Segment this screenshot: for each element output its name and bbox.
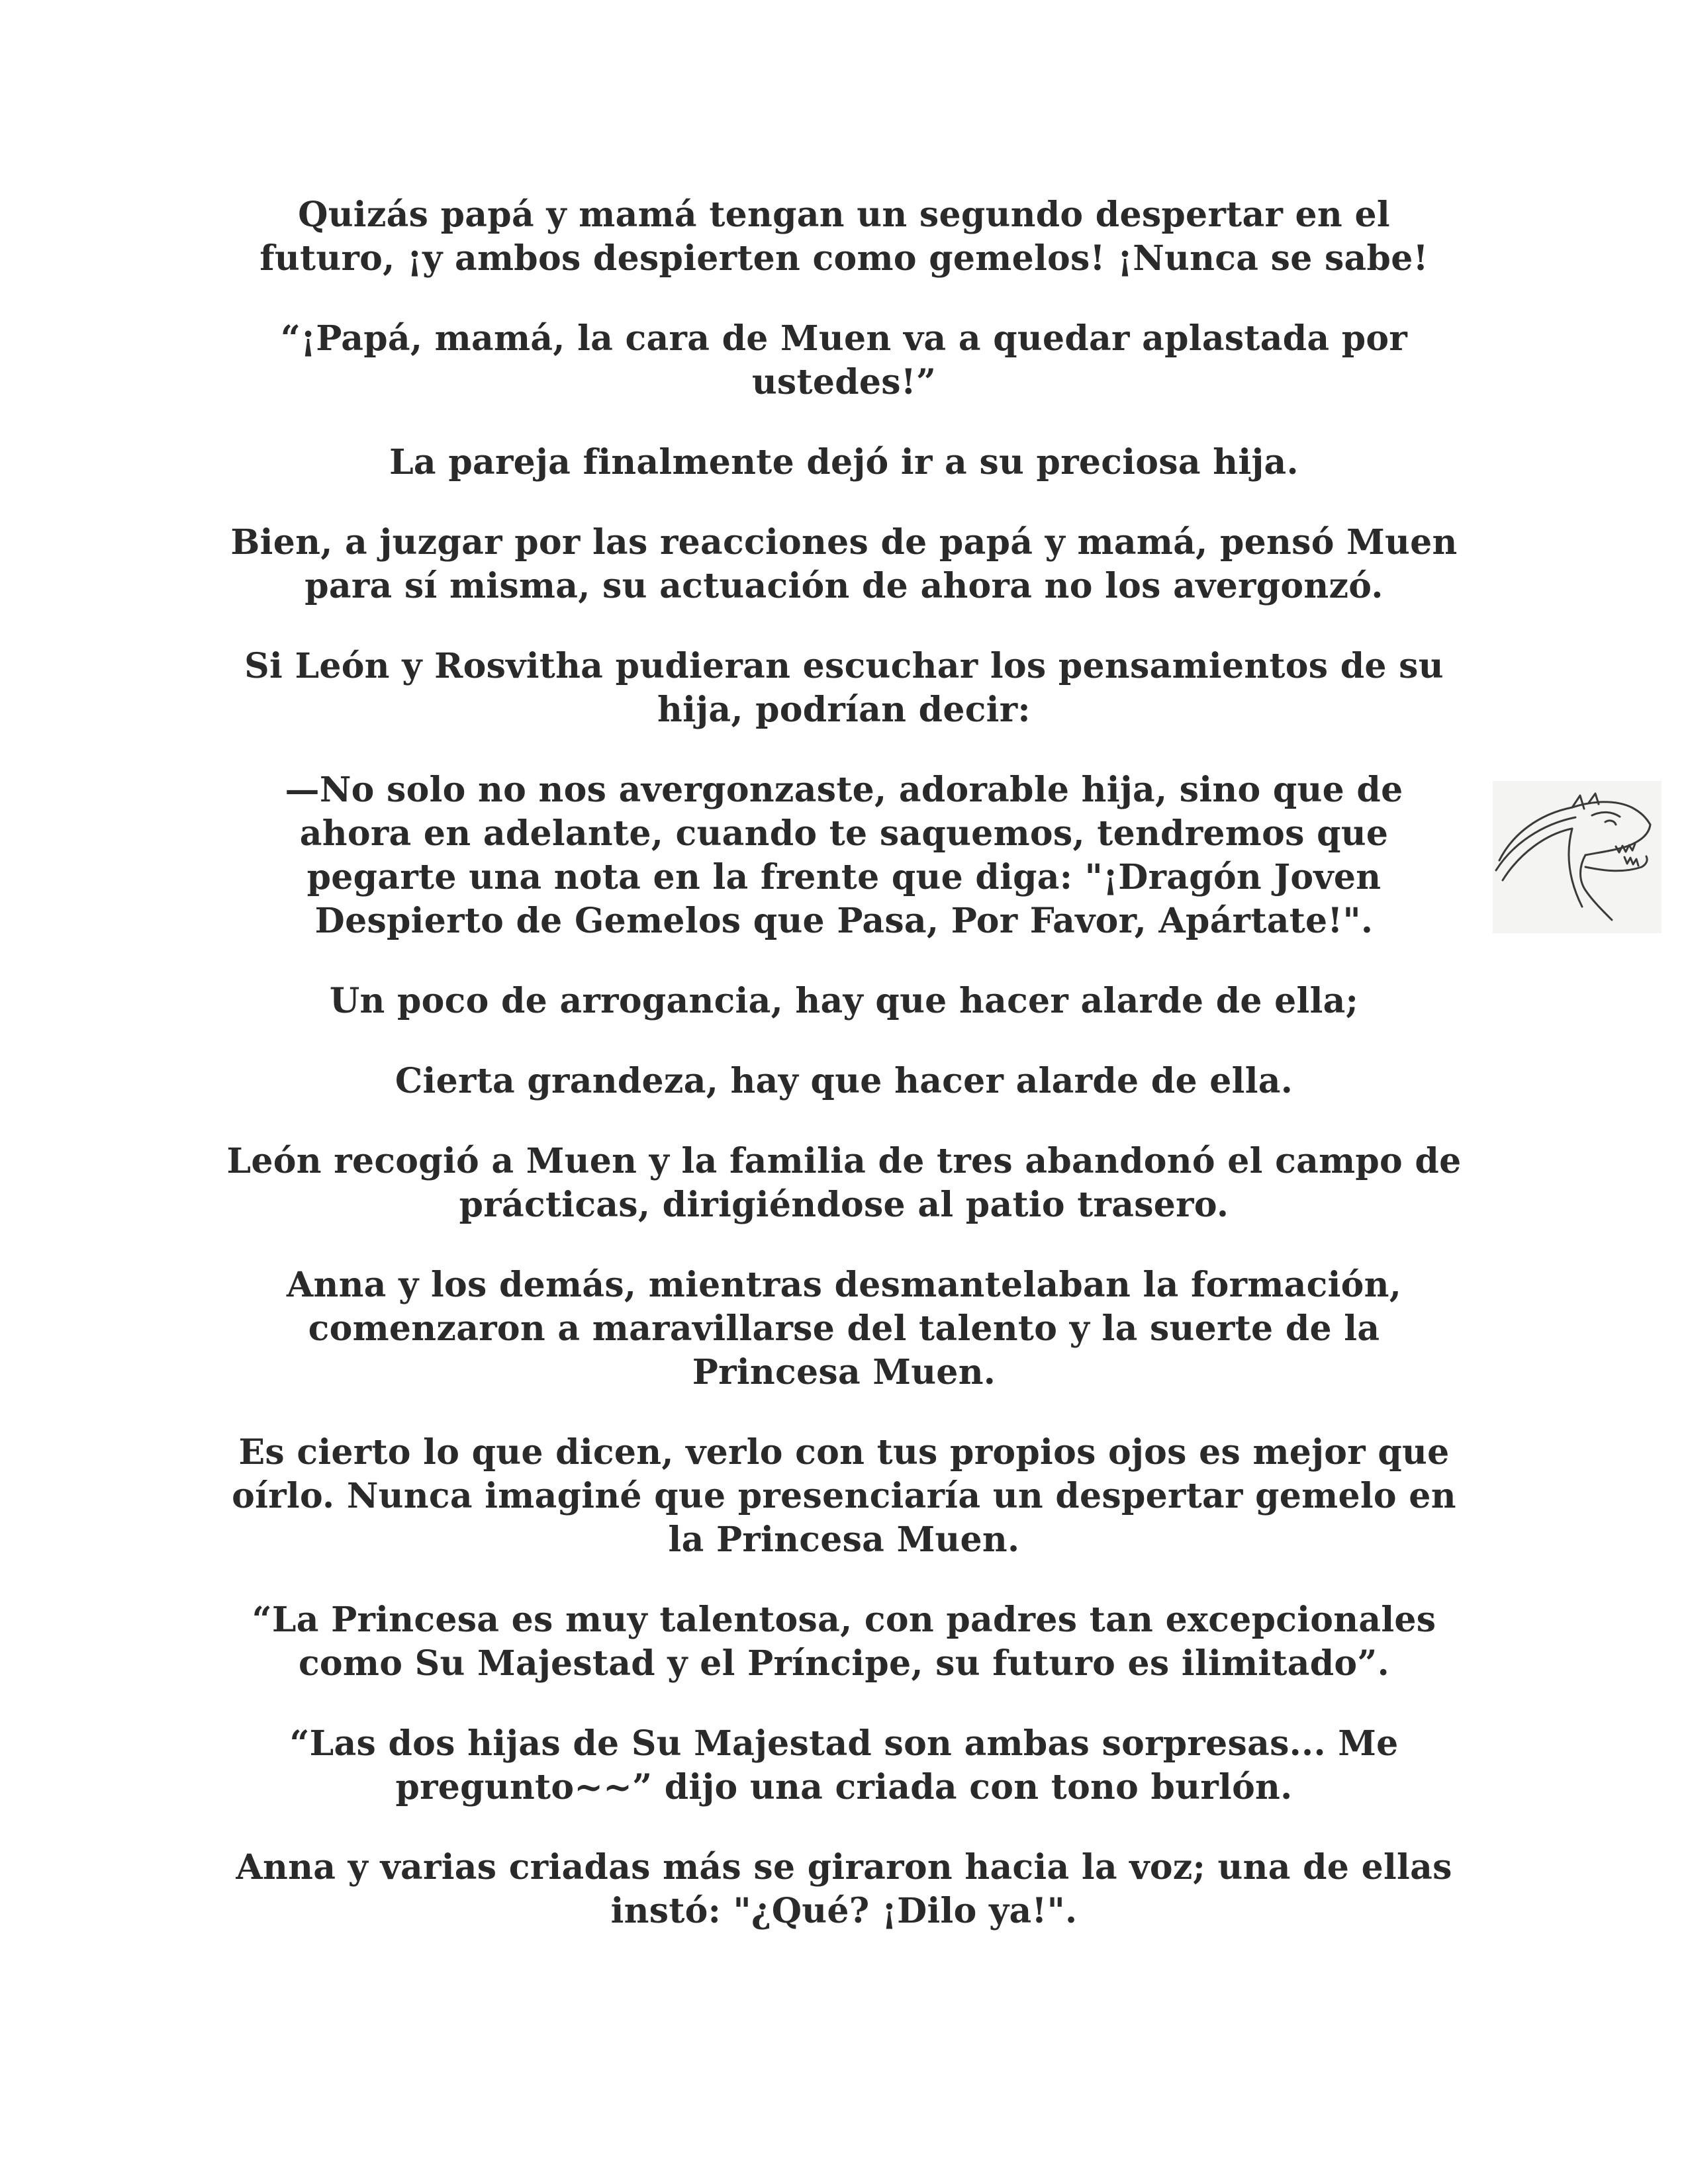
dragon-head-icon (1493, 781, 1662, 933)
paragraph: León recogió a Muen y la familia de tres abandonó el campo de prácticas, dirigiéndose al patio trasero. (226, 1141, 1462, 1225)
paragraph: “La Princesa es muy talentosa, con padres tan excepcionales como Su Majestad y el Príncipe, su futuro es ilimitado”. (252, 1600, 1436, 1684)
paragraph: Bien, a juzgar por las reacciones de papá y mamá, pensó Muen para sí misma, su actuación de ahora no los avergonzó. (230, 522, 1458, 606)
paragraph: Un poco de arrogancia, hay que hacer alarde de ella; (329, 981, 1359, 1021)
paragraph: Anna y varias criadas más se giraron hacia la voz; una de ellas instó: "¿Qué? ¡Dilo ya!". (236, 1847, 1452, 1931)
paragraph: “Las dos hijas de Su Majestad son ambas sorpresas... Me pregunto~~” dijo una criada con tono burlón. (289, 1723, 1399, 1807)
paragraph: La pareja finalmente dejó ir a su preciosa hija. (389, 442, 1299, 482)
story-text (225, 193, 1463, 1970)
paragraph: Cierta grandeza, hay que hacer alarde de ella. (395, 1061, 1293, 1101)
paragraph: Es cierto lo que dicen, verlo con tus propios ojos es mejor que oírlo. Nunca imaginé que presenciaría un despertar gemelo en la Princesa Muen. (232, 1432, 1456, 1560)
paragraph: —No solo no nos avergonzaste, adorable hija, sino que de ahora en adelante, cuando te saquemos, tendremos que pegarte una nota en la frente que diga: "¡Dragón Joven Despierto de Gemelos que Pasa, Por Favor, Apártate!". (285, 770, 1403, 941)
paragraph: “¡Papá, mamá, la cara de Muen va a quedar aplastada por ustedes!” (280, 318, 1408, 402)
paragraph: Si León y Rosvitha pudieran escuchar los pensamientos de su hija, podrían decir: (244, 646, 1444, 730)
paragraph: Anna y los demás, mientras desmantelaban la formación, comenzaron a maravillarse del talento y la suerte de la Princesa Muen. (286, 1265, 1402, 1392)
paragraph: Quizás papá y mamá tengan un segundo despertar en el futuro, ¡y ambos despierten como gemelos! ¡Nunca se sabe! (259, 195, 1429, 279)
